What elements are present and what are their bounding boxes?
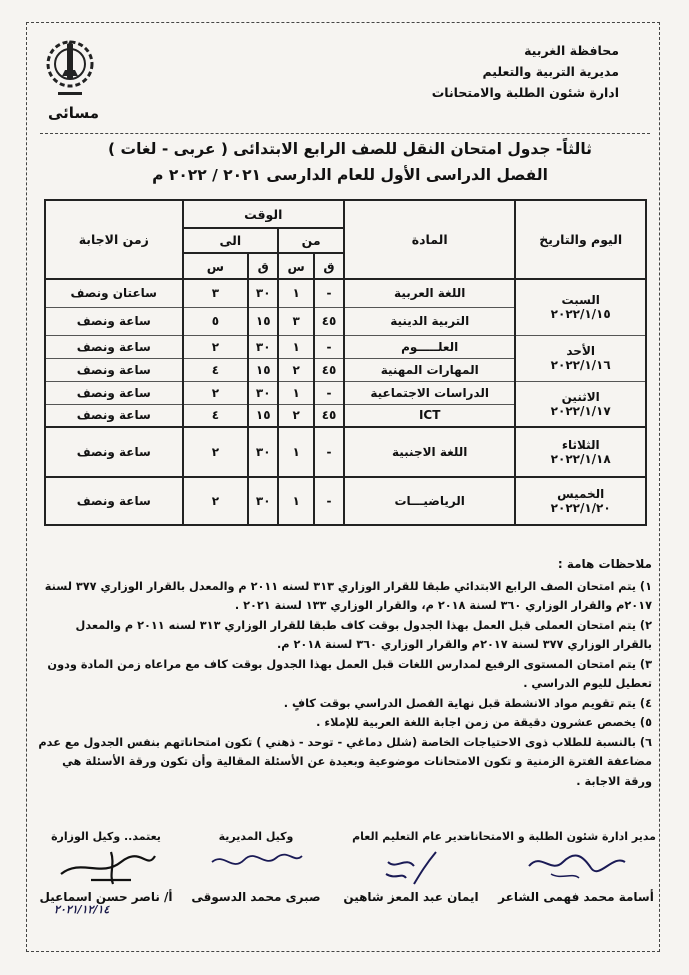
header-from-s: س bbox=[278, 253, 314, 279]
note-item: ٥) يخصص عشرون دقيقة من زمن اجابة اللغة العربية للإملاء . bbox=[316, 716, 652, 729]
to-s-cell: ٣ bbox=[183, 279, 249, 307]
from-s-cell: ١ bbox=[278, 427, 314, 477]
subject-cell: المهارات المهنية bbox=[344, 358, 515, 381]
header-to: الى bbox=[183, 228, 279, 253]
duration-cell: ساعة ونصف bbox=[45, 358, 183, 381]
table-row bbox=[45, 335, 646, 358]
duration-cell: ساعة ونصف bbox=[45, 427, 183, 477]
duration-cell: ساعتان ونصف bbox=[45, 279, 183, 307]
subject-cell: الدراسات الاجتماعية bbox=[344, 381, 515, 404]
duration-cell: ساعة ونصف bbox=[45, 307, 183, 335]
subject-cell: اللغة العربية bbox=[344, 279, 515, 307]
header-duration: زمن الاجابة bbox=[45, 200, 183, 279]
handwritten-signature-icon bbox=[51, 844, 161, 890]
from-s-cell: ١ bbox=[278, 279, 314, 307]
to-s-cell: ٢ bbox=[183, 427, 249, 477]
from-s-cell: ٢ bbox=[278, 404, 314, 427]
header-to-q: ق bbox=[248, 253, 278, 279]
to-s-cell: ٢ bbox=[183, 335, 249, 358]
day-date-cell: الأحد ٢٠٢٢/١/١٦ bbox=[515, 335, 646, 381]
from-q-cell: - bbox=[314, 477, 344, 525]
subject-cell: ICT bbox=[344, 404, 515, 427]
from-s-cell: ٣ bbox=[278, 307, 314, 335]
from-q-cell: - bbox=[314, 381, 344, 404]
header-department: ادارة شئون الطلبة والامتحانات bbox=[431, 85, 619, 100]
to-q-cell: ١٥ bbox=[248, 358, 278, 381]
day-date-cell: الخميس ٢٠٢٢/١/٢٠ bbox=[515, 477, 646, 525]
header-from: من bbox=[278, 228, 344, 253]
from-q-cell: ٤٥ bbox=[314, 404, 344, 427]
duration-cell: ساعة ونصف bbox=[45, 335, 183, 358]
handwritten-signature-icon bbox=[206, 844, 306, 880]
subject-cell: اللغة الاجنبية bbox=[344, 427, 515, 477]
header-to-s: س bbox=[183, 253, 249, 279]
to-q-cell: ٣٠ bbox=[248, 477, 278, 525]
header-day-date: اليوم والتاريخ bbox=[515, 200, 646, 279]
handwritten-signature-icon bbox=[366, 844, 456, 888]
to-s-cell: ٢ bbox=[183, 381, 249, 404]
from-s-cell: ٢ bbox=[278, 358, 314, 381]
note-item: ١) يتم امتحان الصف الرابع الابتدائي طبقا للقرار الوزاري ٣١٣ لسنه ٢٠١١ م والمعدل بالقرار الوزاري ٣٧٧ لسنة ٢٠١٧م والقرار الوزاري ٣٦٠ لسنة ٢٠١٨ م، والقرار الوزاري ١٣٣ لسنة ٢٠٢١ . bbox=[44, 579, 652, 612]
header-directorate: مديرية التربية والتعليم bbox=[482, 64, 619, 79]
schedule-subtitle: الفصل الدراسى الأول للعام الدارسى ٢٠٢١ / ٢٠٢٢ م bbox=[152, 166, 548, 184]
duration-cell: ساعة ونصف bbox=[45, 404, 183, 427]
to-s-cell: ٥ bbox=[183, 307, 249, 335]
to-s-cell: ٤ bbox=[183, 404, 249, 427]
table-row bbox=[45, 381, 646, 404]
note-item: ٢) يتم امتحان العملى قبل العمل بهذا الجدول بوقت كاف طبقا للقرار الوزاري ٣١٣ لسنه ٢٠١١ م والمعدل بالقرار الوزاري ٣٧٧ لسنة ٢٠١٧م والقرار الوزاري ٣٦٠ لسنة ٢٠١٨ م. bbox=[75, 618, 652, 651]
header-subject: المادة bbox=[344, 200, 515, 279]
from-q-cell: - bbox=[314, 335, 344, 358]
from-s-cell: ١ bbox=[278, 335, 314, 358]
signature-block bbox=[36, 830, 176, 904]
header-governorate: محافظة الغربية bbox=[524, 43, 619, 58]
signature-name: صبرى محمد الدسوقى bbox=[191, 890, 321, 904]
signature-block bbox=[186, 830, 326, 904]
duration-cell: ساعة ونصف bbox=[45, 477, 183, 525]
signature-role: مدير عام التعليم العام bbox=[352, 830, 470, 843]
signature-name: أ/ ناصر حسن اسماعيل bbox=[39, 890, 173, 904]
table-row bbox=[45, 427, 646, 477]
signature-name: أسامة محمد فهمى الشاعر bbox=[498, 890, 654, 904]
note-item: ٦) بالنسبة للطلاب ذوى الاحتياجات الخاصة (شلل دماغي - توحد - ذهني ) تكون امتحاناتهم بنفس الجدول مع عدم مضاعفة الفترة الزمنية و تكون الامتحانات موضوعية وبعيدة عن الأسئلة المقالية وأن تكون ورقة الأسئلة هي ورقة الاجابة . bbox=[38, 735, 652, 788]
from-s-cell: ١ bbox=[278, 381, 314, 404]
note-item: ٤) يتم تقويم مواد الانشطة قبل نهاية الفصل الدراسي بوقت كافٍ . bbox=[283, 696, 652, 710]
header-divider bbox=[40, 133, 650, 134]
from-q-cell: ٤٥ bbox=[314, 307, 344, 335]
subject-cell: العلـــــوم bbox=[344, 335, 515, 358]
schedule-body bbox=[45, 279, 646, 525]
to-s-cell: ٢ bbox=[183, 477, 249, 525]
duration-cell: ساعة ونصف bbox=[45, 381, 183, 404]
to-q-cell: ٣٠ bbox=[248, 427, 278, 477]
notes-heading: ملاحظات هامة : bbox=[557, 557, 652, 571]
signature-role: يعتمد.. وكيل الوزارة bbox=[51, 830, 161, 843]
subject-cell: الرياضيـــات bbox=[344, 477, 515, 525]
from-q-cell: - bbox=[314, 427, 344, 477]
to-q-cell: ٣٠ bbox=[248, 381, 278, 404]
handwritten-signature-icon bbox=[521, 844, 631, 884]
day-date-cell: الثلاثاء ٢٠٢٢/١/١٨ bbox=[515, 427, 646, 477]
day-date-cell: الاثنين ٢٠٢٢/١/١٧ bbox=[515, 381, 646, 427]
to-q-cell: ٣٠ bbox=[248, 279, 278, 307]
header-block bbox=[432, 40, 619, 103]
signature-block bbox=[336, 830, 486, 904]
table-row bbox=[45, 279, 646, 307]
notes-section bbox=[36, 555, 652, 791]
note-item: ٣) يتم امتحان المستوى الرفيع لمدارس اللغات قبل العمل بهذا الجدول بوقت كاف مع مراعاه زمن المادة ودون تعطيل لليوم الدراسي . bbox=[47, 657, 652, 690]
from-q-cell: ٤٥ bbox=[314, 358, 344, 381]
exam-schedule-table bbox=[44, 199, 647, 526]
to-s-cell: ٤ bbox=[183, 358, 249, 381]
schedule-title: ثالثاً- جدول امتحان النقل للصف الرابع الابتدائى ( عربى - لغات ) bbox=[108, 140, 592, 158]
signature-name: ايمان عبد المعز شاهين bbox=[343, 890, 479, 904]
signature-date: ٢٠٢١/١٢/١٤ bbox=[54, 903, 110, 916]
to-q-cell: ١٥ bbox=[248, 307, 278, 335]
signature-role: مدير ادارة شئون الطلبة و الامتحانات bbox=[459, 830, 656, 843]
logo-caption: مسائى bbox=[48, 104, 99, 122]
to-q-cell: ٣٠ bbox=[248, 335, 278, 358]
signature-role: وكيل المديرية bbox=[218, 830, 294, 843]
table-row bbox=[45, 477, 646, 525]
day-date-cell: السبت ٢٠٢٢/١/١٥ bbox=[515, 279, 646, 335]
subject-cell: التربية الدينية bbox=[344, 307, 515, 335]
header-from-q: ق bbox=[314, 253, 344, 279]
from-q-cell: - bbox=[314, 279, 344, 307]
signature-block bbox=[459, 830, 656, 904]
header-time: الوقت bbox=[183, 200, 344, 228]
to-q-cell: ١٥ bbox=[248, 404, 278, 427]
from-s-cell: ١ bbox=[278, 477, 314, 525]
